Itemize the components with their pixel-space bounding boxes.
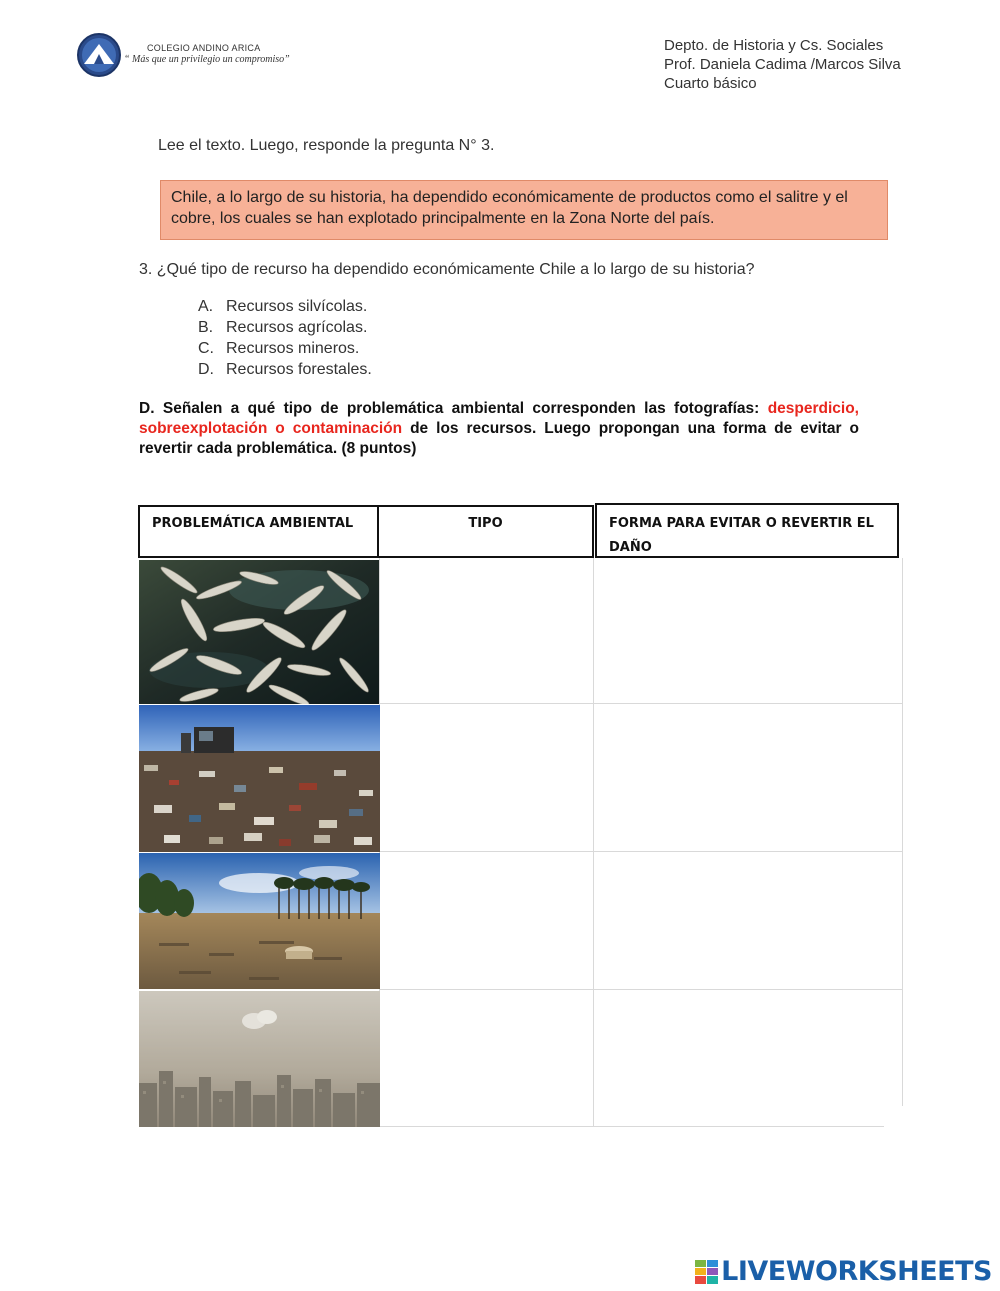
grid-line: [593, 558, 594, 1126]
grid-line: [379, 703, 903, 704]
header-forma: FORMA PARA EVITAR O REVERTIR EL DAÑO: [595, 503, 899, 558]
department: Depto. de Historia y Cs. Sociales: [664, 37, 884, 54]
answer-forma-2[interactable]: [595, 705, 901, 850]
header-tipo: TIPO: [377, 505, 594, 558]
deforestation-photo: [139, 853, 380, 989]
school-name: COLEGIO ANDINO ARICA: [147, 43, 261, 53]
header-problematica: PROBLEMÁTICA AMBIENTAL: [138, 505, 379, 558]
activity-instructions: D. Señalen a qué tipo de problemática ambiental corresponden las fotografías: desperdicio, sobreexplotación o contaminación de los recursos. Luego propongan una forma de evitar o revertir cada problemática. (8 puntos): [139, 400, 860, 457]
dead-fish-photo: [139, 560, 379, 704]
grid-line: [379, 989, 903, 990]
city-smog-photo: [139, 991, 380, 1127]
school-logo: [76, 32, 122, 78]
grid-line: [379, 1126, 884, 1127]
reading-text-box: Chile, a lo largo de su historia, ha dependido económicamente de productos como el salitre y el cobre, los cuales se han explotado principalmente en la Zona Norte del país.: [160, 180, 888, 240]
header-info: [664, 36, 901, 93]
grade: Cuarto básico: [664, 75, 757, 92]
option-c[interactable]: C. Recursos mineros.: [198, 340, 360, 357]
answer-tipo-3[interactable]: [381, 853, 592, 988]
garbage-dump-photo: [139, 705, 380, 852]
grid-line: [379, 851, 903, 852]
answer-options: [198, 296, 372, 380]
question-3: 3. ¿Qué tipo de recurso ha dependido económicamente Chile a lo largo de su historia?: [139, 261, 755, 278]
answer-tipo-1[interactable]: [381, 560, 592, 702]
teachers: Prof. Daniela Cadima /Marcos Silva: [664, 56, 901, 73]
problem-types-highlight: desperdicio, sobreexplotación o contaminación: [139, 400, 859, 437]
answer-forma-1[interactable]: [595, 560, 901, 702]
answer-tipo-2[interactable]: [381, 705, 592, 850]
liveworksheets-logo-icon: [695, 1260, 719, 1284]
option-a[interactable]: A. Recursos silvícolas.: [198, 298, 368, 315]
instruction: Lee el texto. Luego, responde la pregunta N° 3.: [158, 137, 495, 154]
option-b[interactable]: B. Recursos agrícolas.: [198, 319, 368, 336]
answer-forma-3[interactable]: [595, 853, 901, 988]
brand-name: LIVEWORKSHEETS: [721, 1256, 992, 1287]
liveworksheets-footer: [695, 1256, 992, 1287]
grid-line: [902, 558, 903, 1106]
answer-tipo-4[interactable]: [381, 991, 592, 1125]
option-d[interactable]: D. Recursos forestales.: [198, 361, 372, 378]
school-motto: “ Más que un privilegio un compromiso”: [124, 54, 290, 65]
answer-forma-4[interactable]: [595, 991, 901, 1125]
